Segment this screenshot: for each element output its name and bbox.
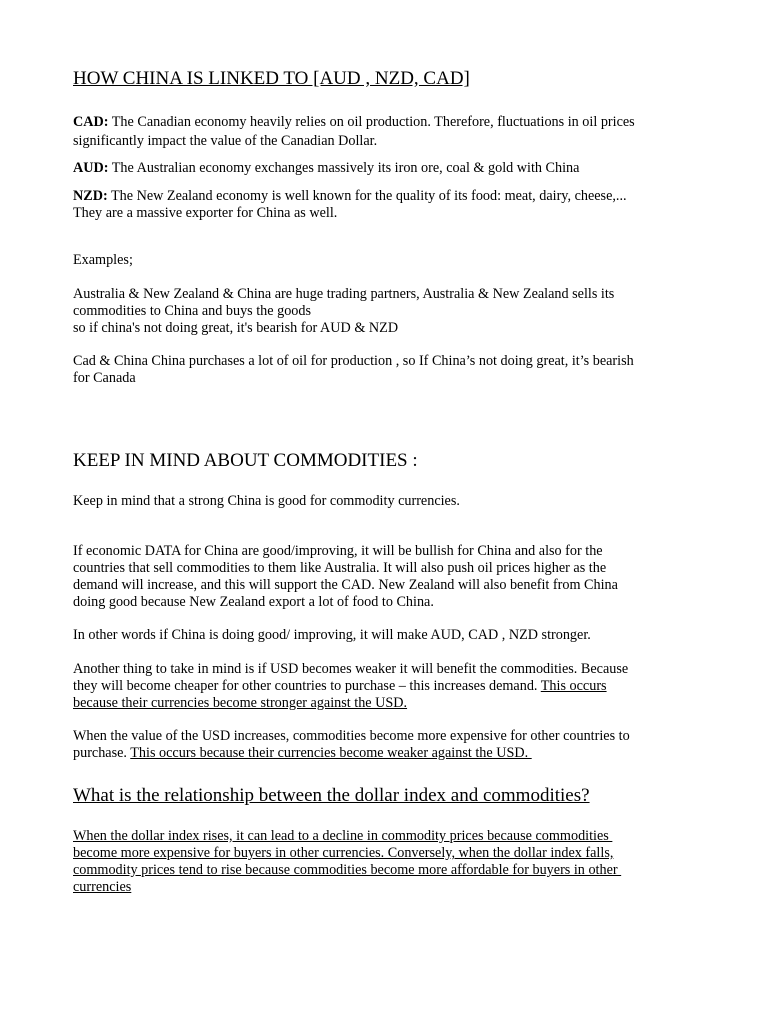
dollar-index-heading: What is the relationship between the dollar index and commodities? xyxy=(73,785,590,806)
example-1-paragraph xyxy=(73,286,703,337)
nzd-line-1 xyxy=(73,188,703,205)
document-title: HOW CHINA IS LINKED TO [AUD , NZD, CAD] xyxy=(73,68,470,89)
usd-weaker-line-3-underlined: because their currencies become stronger against the USD. xyxy=(73,695,408,711)
commodities-heading: KEEP IN MIND ABOUT COMMODITIES : xyxy=(73,450,418,471)
nzd-text-line-1: The New Zealand economy is well known for the quality of its food: meat, dairy, cheese,... xyxy=(107,188,627,204)
aud-text: The Australian economy exchanges massively its iron ore, coal & gold with China xyxy=(108,160,580,176)
example-1-line-2: commodities to China and buys the goods xyxy=(73,303,312,319)
aud-paragraph xyxy=(73,160,703,177)
nzd-paragraph xyxy=(73,188,703,222)
economic-data-line-4: doing good because New Zealand export a lot of food to China. xyxy=(73,594,434,610)
nzd-label: NZD: xyxy=(73,188,108,204)
usd-weaker-paragraph xyxy=(73,661,703,712)
usd-weaker-line-1: Another thing to take in mind is if USD becomes weaker it will benefit the commodities. Because xyxy=(73,661,629,677)
dollar-index-answer-line-1: When the dollar index rises, it can lead to a decline in commodity prices because commodities xyxy=(73,828,613,844)
example-2-paragraph xyxy=(73,353,703,387)
nzd-text-line-2: They are a massive exporter for China as well. xyxy=(73,205,338,221)
usd-stronger-line-2 xyxy=(73,745,703,762)
example-1-line-1: Australia & New Zealand & China are huge trading partners, Australia & New Zealand sells its xyxy=(73,286,615,302)
cad-paragraph xyxy=(73,113,703,150)
usd-stronger-paragraph xyxy=(73,728,703,762)
usd-weaker-line-2-underlined: This occurs xyxy=(540,678,607,694)
example-2-line-1: Cad & China China purchases a lot of oil for production , so If China’s not doing great, it’s bearish xyxy=(73,353,634,369)
dollar-index-answer-line-4: currencies xyxy=(73,879,132,895)
commodities-intro: Keep in mind that a strong China is good for commodity currencies. xyxy=(73,493,460,509)
examples-label: Examples; xyxy=(73,252,133,268)
usd-stronger-line-1: When the value of the USD increases, commodities become more expensive for other countries to xyxy=(73,728,630,744)
cad-text: The Canadian economy heavily relies on oil production. Therefore, fluctuations in oil prices significantly impact the value of the Canadian Dollar. xyxy=(73,114,635,149)
economic-data-line-2: countries that sell commodities to them like Australia. It will also push oil prices higher as the xyxy=(73,560,607,576)
dollar-index-answer-line-2: become more expensive for buyers in other currencies. Conversely, when the dollar index falls, xyxy=(73,845,614,861)
aud-label: AUD: xyxy=(73,160,109,176)
economic-data-line-3: demand will increase, and this will support the CAD. New Zealand will also benefit from China xyxy=(73,577,618,593)
example-2-line-2: for Canada xyxy=(73,370,136,386)
economic-data-paragraph xyxy=(73,543,703,611)
example-1-line-3: so if china's not doing great, it's bearish for AUD & NZD xyxy=(73,320,399,336)
usd-stronger-line-2-underlined: This occurs because their currencies become weaker against the USD. xyxy=(130,745,532,761)
dollar-index-answer xyxy=(73,828,703,896)
economic-data-line-1: If economic DATA for China are good/improving, it will be bullish for China and also for the xyxy=(73,543,603,559)
usd-weaker-line-2 xyxy=(73,678,703,695)
usd-weaker-line-2-plain: they will become cheaper for other countries to purchase – this increases demand. xyxy=(73,678,541,694)
in-other-words-paragraph: In other words if China is doing good/ improving, it will make AUD, CAD , NZD stronger. xyxy=(73,627,591,643)
usd-stronger-line-2-plain: purchase. xyxy=(73,745,131,761)
dollar-index-answer-line-3: commodity prices tend to rise because commodities become more affordable for buyers in other xyxy=(73,862,622,878)
cad-label: CAD: xyxy=(73,114,109,130)
